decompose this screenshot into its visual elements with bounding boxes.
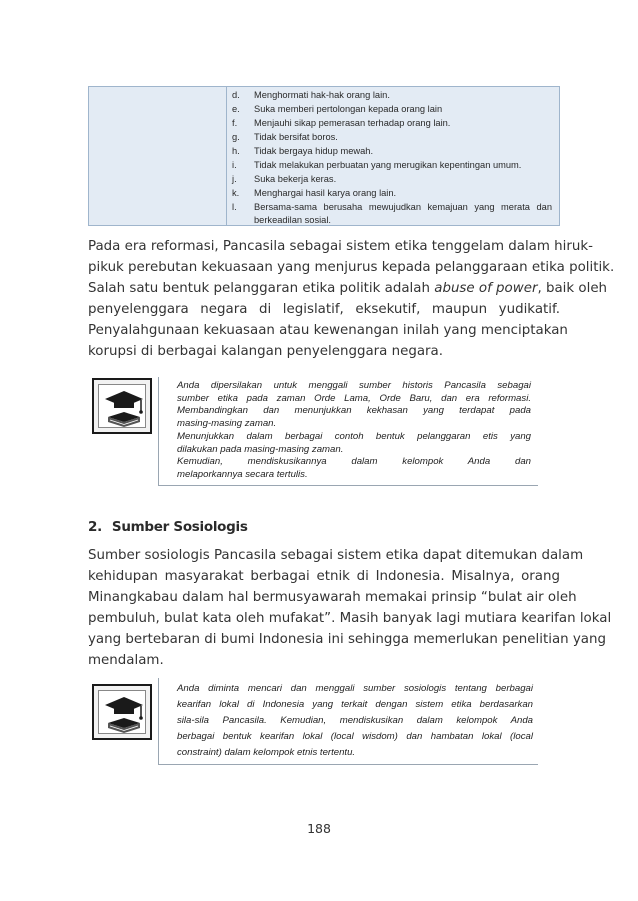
graduation-cap-book-icon-svg xyxy=(99,691,149,737)
list-item-letter: j. xyxy=(232,174,237,184)
list-item-letter: g. xyxy=(232,132,240,142)
paragraph-line: pikuk perebutan kekuasaan yang menjurus kepada pelanggaraan etika politik. xyxy=(88,260,615,275)
reformation-era-paragraph xyxy=(88,236,615,362)
graduation-cap-book-icon xyxy=(92,684,152,740)
section-heading xyxy=(88,519,248,535)
activity-line: Anda diminta mencari dan menggali sumber sosiologis tentang berbagai xyxy=(177,683,533,694)
paragraph-line xyxy=(88,278,608,299)
list-item-text: Suka bekerja keras. xyxy=(254,174,337,184)
paragraph-line: Penyalahgunaan kekuasaan atau kewenangan inilah yang menciptakan xyxy=(88,323,568,338)
paragraph-text: , baik oleh xyxy=(537,281,608,296)
list-item-text: berkeadilan sosial. xyxy=(254,215,332,225)
paragraph-line: Pada era reformasi, Pancasila sebagai sistem etika tenggelam dalam hiruk- xyxy=(88,239,593,254)
activity-line: masing-masing zaman. xyxy=(177,418,277,430)
section-title: Sumber Sosiologis xyxy=(111,519,248,535)
activity-line: sila-sila Pancasila. Kemudian, mendiskusikan dalam kelompok Anda xyxy=(177,715,533,726)
activity-line: berbagai bentuk kearifan lokal (local wisdom) dan hambatan lokal (local xyxy=(177,731,533,742)
italic-term: abuse of power xyxy=(434,281,538,296)
paragraph-text: Salah satu bentuk pelanggaran etika politik adalah xyxy=(88,281,430,296)
list-item-letter: d. xyxy=(232,90,240,100)
sociological-source-paragraph xyxy=(88,545,612,671)
list-item-text: Menghargai hasil karya orang lain. xyxy=(254,188,397,198)
activity-line: Kemudian, mendiskusikannya dalam kelompok Anda dan xyxy=(177,456,531,468)
list-item-letter: e. xyxy=(232,104,240,114)
activity-divider xyxy=(158,377,159,485)
graduation-cap-book-icon-svg xyxy=(99,385,149,431)
list-item-text: Bersama-sama berusaha mewujudkan kemajuan yang merata dan xyxy=(254,202,552,212)
activity-underline xyxy=(158,485,538,486)
table-column-divider xyxy=(226,87,227,225)
section-number: 2. xyxy=(88,519,102,535)
activity-line: dilakukan pada masing-masing zaman. xyxy=(177,443,344,455)
icon-frame xyxy=(98,690,146,734)
list-item-letter: f. xyxy=(232,118,238,128)
activity-sosiologis-text xyxy=(177,681,533,761)
list-item-letter: k. xyxy=(232,188,240,198)
activity-line: melaporkannya secara tertulis. xyxy=(177,468,308,480)
list-item-letter: h. xyxy=(232,146,240,156)
list-item-text: Tidak melakukan perbuatan yang merugikan kepentingan umum. xyxy=(254,160,522,170)
activity-divider xyxy=(158,678,159,764)
paragraph-line: Sumber sosiologis Pancasila sebagai sistem etika dapat ditemukan dalam xyxy=(88,548,584,563)
list-item-letter: l. xyxy=(232,202,237,212)
paragraph-line: Minangkabau dalam hal bermusyawarah memakai prinsip “bulat air oleh xyxy=(88,590,577,605)
graduation-cap-book-icon xyxy=(92,378,152,434)
list-item-text: Tidak bersifat boros. xyxy=(254,132,338,142)
list-item-text: Tidak bergaya hidup mewah. xyxy=(254,146,374,156)
activity-line: constraint) dalam kelompok etnis tertentu. xyxy=(177,747,356,758)
paragraph-line: yang bertebaran di bumi Indonesia ini sehingga memerlukan penelitian yang xyxy=(88,632,607,647)
paragraph-line: pembuluh, bulat kata oleh mufakat”. Masih banyak lagi mutiara kearifan lokal xyxy=(88,611,612,626)
paragraph-line: korupsi di berbagai kalangan penyelenggara negara. xyxy=(88,344,444,359)
page-number: 188 xyxy=(307,821,331,836)
activity-line: sumber etika pada zaman Orde Lama, Orde Baru, dan era reformasi. xyxy=(177,392,531,404)
activity-line: Menunjukkan dalam berbagai contoh bentuk pelanggaran etis yang xyxy=(177,430,531,442)
list-item-text: Menghormati hak-hak orang lain. xyxy=(254,90,390,100)
list-item-text: Suka memberi pertolongan kepada orang lain xyxy=(254,104,443,114)
paragraph-line: penyelenggara negara di legislatif, eksekutif, maupun yudikatif. xyxy=(88,302,560,317)
list-item-letter: i. xyxy=(232,160,237,170)
paragraph-line: kehidupan masyarakat berbagai etnik di Indonesia. Misalnya, orang xyxy=(88,569,560,584)
icon-frame xyxy=(98,384,146,428)
activity-line: Membandingkan dan menunjukkan kekhasan yang terdapat pada xyxy=(177,405,531,417)
activity-historis-text xyxy=(177,380,531,482)
activity-line: Anda dipersilakan untuk menggali sumber historis Pancasila sebagai xyxy=(177,380,531,391)
list-item-text: Menjauhi sikap pemerasan terhadap orang lain. xyxy=(254,118,451,128)
paragraph-line: mendalam. xyxy=(88,653,164,668)
activity-underline xyxy=(158,764,538,765)
activity-line: kearifan lokal di Indonesia yang terkait dengan sistem etika berdasarkan xyxy=(177,699,533,710)
